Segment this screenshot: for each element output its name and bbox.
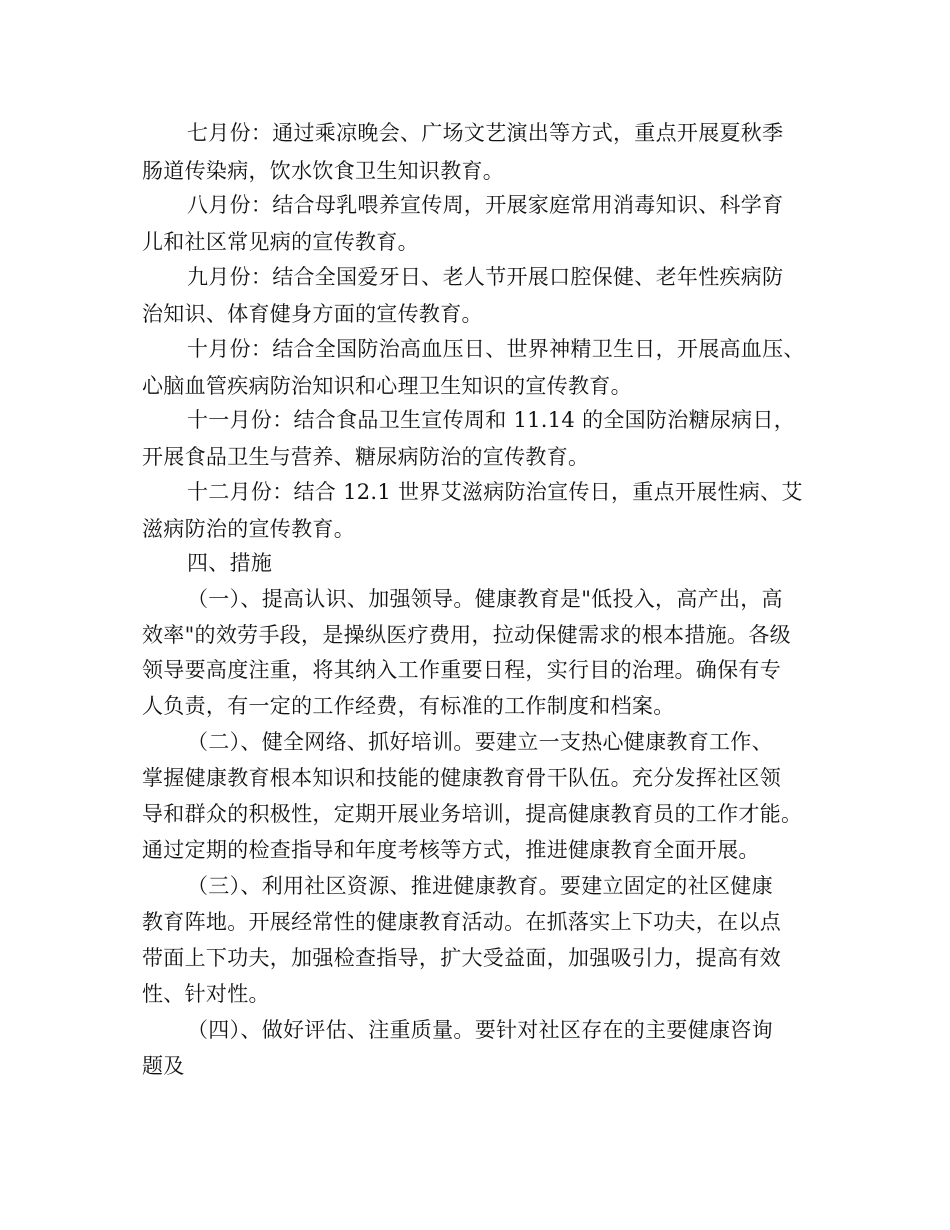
text-line: 导和群众的积极性，定期开展业务培训，提高健康教育员的工作才能。 bbox=[142, 802, 803, 826]
text-line: 九月份：结合全国爱牙日、老人节开展口腔保健、老年性疾病防 bbox=[187, 265, 784, 289]
text-line: 题及 bbox=[142, 1054, 185, 1078]
text-line: 人负责，有一定的工作经费，有标准的工作制度和档案。 bbox=[142, 694, 675, 718]
text-line: 领导要高度注重，将其纳入工作重要日程，实行目的治理。确保有专 bbox=[142, 658, 781, 682]
text-line: 掌握健康教育根本知识和技能的健康教育骨干队伍。充分发挥社区领 bbox=[142, 766, 781, 790]
text-line: 滋病防治的宣传教育。 bbox=[142, 517, 355, 541]
text-line: 八月份：结合母乳喂养宣传周，开展家庭常用消毒知识、科学育 bbox=[187, 193, 784, 217]
text-line: （四）、做好评估、注重质量。要针对社区存在的主要健康咨询 bbox=[187, 1018, 773, 1042]
text-line: （二）、健全网络、抓好培训。要建立一支热心健康教育工作、 bbox=[187, 730, 773, 754]
text-line: 肠道传染病，饮水饮食卫生知识教育。 bbox=[142, 159, 505, 183]
text-line: 带面上下功夫，加强检查指导，扩大受益面，加强吸引力，提高有效 bbox=[142, 946, 781, 970]
text-line: （三）、利用社区资源、推进健康教育。要建立固定的社区健康 bbox=[187, 874, 773, 898]
text-line: 十二月份：结合 12.1 世界艾滋病防治宣传日，重点开展性病、艾 bbox=[187, 480, 803, 504]
text-line: 教育阵地。开展经常性的健康教育活动。在抓落实上下功夫，在以点 bbox=[142, 910, 781, 934]
text-line: （一）、提高认识、加强领导。健康教育是"低投入，高产出，高 bbox=[187, 587, 783, 611]
text-line: 通过定期的检查指导和年度考核等方式，推进健康教育全面开展。 bbox=[142, 838, 760, 862]
section-heading: 四、措施 bbox=[187, 551, 273, 575]
text-line: 心脑血管疾病防治知识和心理卫生知识的宣传教育。 bbox=[142, 374, 632, 398]
text-line: 十一月份：结合食品卫生宣传周和 11.14 的全国防治糖尿病日， bbox=[187, 408, 796, 432]
text-line: 治知识、体育健身方面的宣传教育。 bbox=[142, 302, 483, 326]
text-line: 十月份：结合全国防治高血压日、世界神精卫生日，开展高血压、 bbox=[187, 337, 805, 361]
text-line: 开展食品卫生与营养、糖尿病防治的宣传教育。 bbox=[142, 445, 590, 469]
text-line: 性、针对性。 bbox=[142, 982, 270, 1006]
text-line: 效率"的效劳手段，是操纵医疗费用，拉动保健需求的根本措施。各级 bbox=[142, 623, 791, 647]
text-line: 儿和社区常见病的宣传教育。 bbox=[142, 230, 419, 254]
text-line: 七月份：通过乘凉晚会、广场文艺演出等方式，重点开展夏秋季 bbox=[187, 121, 784, 145]
